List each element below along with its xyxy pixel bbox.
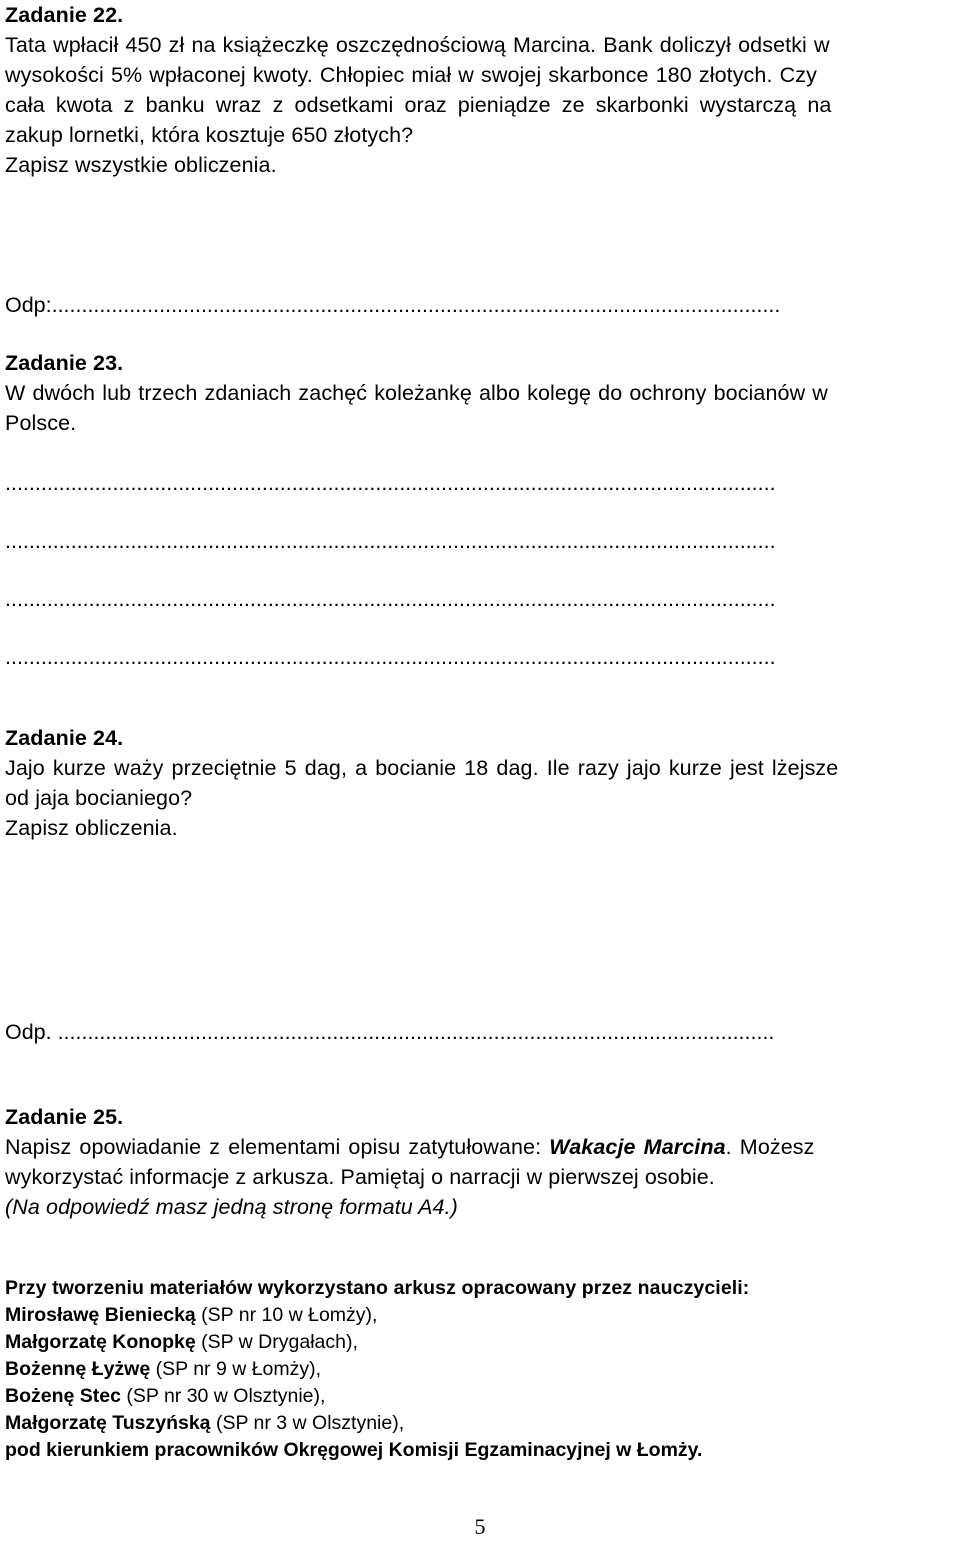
- page-number: 5: [474, 1514, 486, 1539]
- task-23-dot-lines: [5, 468, 955, 672]
- dot-line: .................................................................................................................................: [5, 645, 776, 669]
- person-school: (SP nr 10 w Łomży),: [195, 1304, 378, 1326]
- credits-person: [5, 1356, 955, 1383]
- person-name: Bożenę Stec: [5, 1385, 121, 1407]
- task-22-line-2: wysokości 5% wpłaconej kwoty. Chłopiec miał w swojej skarbonce 180 złotych. Czy: [5, 63, 817, 87]
- person-name: Bożennę Łyżwę: [5, 1358, 151, 1380]
- task-22-instruction: Zapisz wszystkie obliczenia.: [5, 153, 277, 177]
- task-22-line-3: cała kwota z banku wraz z odsetkami oraz pieniądze ze skarbonki wystarczą na: [5, 93, 832, 117]
- task-22-title: Zadanie 22.: [5, 3, 124, 27]
- task-25-line-1: [5, 1132, 955, 1162]
- task-22-line-1: Tata wpłacił 450 zł na książeczkę oszczędnościową Marcina. Bank doliczył odsetki w: [5, 33, 830, 57]
- task-23-line-2: Polsce.: [5, 411, 77, 435]
- dot-line: .................................................................................................................................: [5, 587, 776, 611]
- task-24-line-2: od jaja bocianiego?: [5, 786, 193, 810]
- credits-person: [5, 1383, 955, 1410]
- task-23-line-1: W dwóch lub trzech zdaniach zachęć koleżankę albo kolegę do ochrony bocianów w: [5, 381, 828, 405]
- credits-person: [5, 1410, 955, 1437]
- person-school: (SP w Drygałach),: [195, 1331, 358, 1353]
- task-25-line-2: wykorzystać informacje z arkusza. Pamiętaj o narracji w pierwszej osobie.: [5, 1165, 715, 1189]
- task-24-title: Zadanie 24.: [5, 726, 124, 750]
- task-22-answer-line: [5, 290, 955, 320]
- story-title: Wakacje Marcina: [549, 1135, 726, 1159]
- credits-heading: Przy tworzeniu materiałów wykorzystano arkusz opracowany przez nauczycieli:: [5, 1277, 750, 1299]
- person-name: Małgorzatę Tuszyńską: [5, 1412, 211, 1434]
- person-name: Małgorzatę Konopkę: [5, 1331, 196, 1353]
- task-24-line-1: Jajo kurze waży przeciętnie 5 dag, a bocianie 18 dag. Ile razy jajo kurze jest lżejsze: [5, 756, 839, 780]
- task-25-line-1-start: Napisz opowiadanie z elementami opisu zatytułowane:: [5, 1135, 550, 1159]
- task-25: [5, 1102, 955, 1222]
- credits-person: [5, 1329, 955, 1356]
- task-24-answer: Odp. ........................................................................................................................: [5, 1020, 775, 1044]
- person-name: Mirosławę Bieniecką: [5, 1304, 196, 1326]
- task-24-answer-line: [5, 1017, 955, 1047]
- task-22-answer: Odp:..........................................................................................................................: [5, 293, 781, 317]
- person-school: (SP nr 3 w Olsztynie),: [210, 1412, 405, 1434]
- dot-line: .................................................................................................................................: [5, 529, 776, 553]
- task-25-title: Zadanie 25.: [5, 1105, 124, 1129]
- person-school: (SP nr 9 w Łomży),: [150, 1358, 322, 1380]
- task-24: [5, 723, 955, 843]
- task-23-title: Zadanie 23.: [5, 351, 124, 375]
- task-25-line-3: (Na odpowiedź masz jedną stronę formatu A4.): [5, 1195, 458, 1219]
- task-24-instruction: Zapisz obliczenia.: [5, 816, 178, 840]
- credits-footer: pod kierunkiem pracowników Okręgowej Komisji Egzaminacyjnej w Łomży.: [5, 1439, 703, 1461]
- person-school: (SP nr 30 w Olsztynie),: [120, 1385, 326, 1407]
- task-23: [5, 348, 955, 438]
- dot-line: .................................................................................................................................: [5, 471, 776, 495]
- credits: [5, 1275, 955, 1464]
- credits-person: [5, 1302, 955, 1329]
- task-25-line-1-end: . Możesz: [725, 1135, 815, 1159]
- task-22: [5, 0, 955, 180]
- task-22-line-4: zakup lornetki, która kosztuje 650 złotych?: [5, 123, 414, 147]
